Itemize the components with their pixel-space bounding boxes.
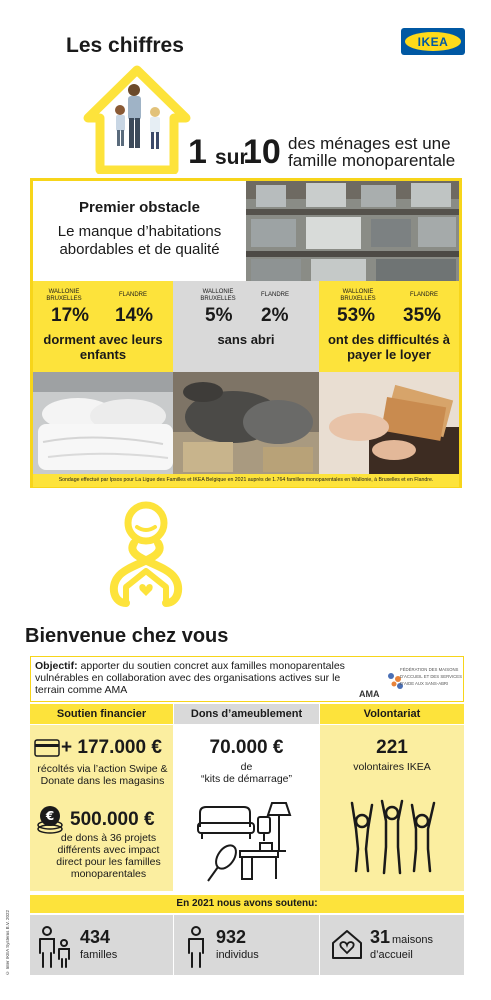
region-label: WALLONIE BRUXELLES: [200, 289, 236, 302]
stat-desc: dorment avec leurs enfants: [43, 332, 163, 362]
families-label: familles: [80, 949, 118, 961]
homeless-bedding-photo: [173, 372, 319, 474]
welcome-heading: Bienvenue chez vous: [25, 625, 229, 647]
house-heart-icon: [330, 927, 364, 961]
shelters-count: 31: [370, 927, 391, 947]
volunteers-cheering-icon: [344, 799, 440, 879]
shelters-suffix: maisons: [392, 934, 433, 946]
volunteer-column: [320, 725, 464, 891]
supported-families-cell: [30, 915, 173, 975]
volunteer-text: volontaires IKEA: [353, 761, 431, 773]
furniture-line-2: “kits de démarrage”: [200, 773, 293, 785]
stat-description: des ménages est une famille monoparentale: [288, 134, 456, 170]
region-label: FLANDRE: [118, 292, 147, 298]
supported-bar: En 2021 nous avons soutenu:: [30, 895, 464, 913]
page-title: Les chiffres: [66, 34, 184, 57]
shelters-label: d’accueil: [370, 949, 413, 961]
apartment-building-photo: [246, 181, 459, 281]
objective-text: [35, 660, 360, 696]
furniture-line-1: de: [240, 761, 253, 773]
ama-caption: FÉDÉRATION DES MAISONS D’ACCUEIL ET DES SERVICES D’AIDE AUX SANS-ABRI: [400, 667, 463, 686]
furniture-amount: 70.000 €: [209, 737, 284, 758]
financial-text-1: récoltés via l’action Swipe & Donate dans les magasins: [37, 763, 168, 787]
stat-ten: 10: [243, 133, 281, 171]
hug-house-icon: [104, 499, 188, 611]
region-label: WALLONIE BRUXELLES: [46, 289, 82, 302]
header-furniture-donations: Dons d’ameublement: [174, 704, 319, 724]
financial-text-2: de dons à 36 projets différents avec impact direct pour les familles monoparentales: [56, 832, 161, 880]
person-icon: [186, 925, 206, 969]
copyright-note: © Inter IKEA Systems B.V. 2022: [5, 910, 10, 976]
ikea-logo: [401, 28, 465, 55]
region-label: FLANDRE: [260, 292, 289, 298]
stat-value: 14%: [115, 305, 154, 326]
supported-individuals-cell: [174, 915, 319, 975]
obstacle-panel: [30, 178, 462, 488]
header-financial-support: Soutien financier: [30, 704, 173, 724]
region-label: WALLONIE BRUXELLES: [340, 289, 376, 302]
objective-label: Objectif:: [35, 660, 78, 672]
financial-amount-2: 500.000 €: [70, 809, 155, 830]
objective-box: [30, 656, 464, 702]
financial-column: [30, 725, 173, 891]
stat-desc: sans abri: [217, 332, 275, 347]
stat-column-homeless: [173, 281, 319, 372]
parent-child-icon: [36, 925, 72, 969]
stat-column-rent: [319, 281, 459, 372]
objective-body: apporter du soutien concret aux familles monoparentales vulnérables en collaboration avec des organisations actives sur le terrain comme AMA: [35, 660, 345, 696]
stat-value: 35%: [403, 305, 442, 326]
wallet-money-photo: [319, 372, 459, 474]
ikea-logo-text: IKEA: [417, 34, 449, 49]
region-label: FLANDRE: [409, 292, 438, 298]
credit-card-icon: [34, 739, 60, 757]
ama-logo: [355, 662, 463, 700]
ama-logo-text: AMA: [359, 689, 380, 699]
euro-coins-icon: [34, 805, 66, 835]
survey-note: Sondage effectué par Ipsos pour La Ligue des Familles et IKEA Belgique en 2021 auprès de 1.764 familles monoparentales en Wallonie, à Bruxelles et en Flandre.: [33, 474, 459, 487]
obstacle-subheading: Le manque d’habitations abordables et de qualité: [57, 223, 222, 258]
families-count: 434: [80, 927, 111, 947]
stat-value: 2%: [261, 305, 289, 326]
obstacle-heading: Premier obstacle: [79, 199, 200, 216]
stat-one: 1: [188, 133, 207, 171]
individuals-label: individus: [216, 949, 259, 961]
obstacle-heading-box: [33, 181, 246, 281]
furniture-kit-icon: [196, 799, 300, 885]
house-family-icon: [82, 62, 192, 174]
volunteer-count: 221: [376, 737, 408, 758]
svg-text:€: €: [45, 809, 55, 823]
stat-value: 17%: [51, 305, 90, 326]
individuals-count: 932: [216, 927, 247, 947]
financial-amount-1: + 177.000 €: [61, 737, 162, 758]
header-volunteering: Volontariat: [320, 704, 464, 724]
stat-value: 53%: [337, 305, 376, 326]
stat-desc: ont des difficultés à payer le loyer: [327, 332, 451, 362]
furniture-column: [174, 725, 319, 891]
supported-shelters-cell: [320, 915, 464, 975]
bed-photo: [33, 372, 173, 474]
stat-sur: sur: [215, 146, 248, 169]
stat-value: 5%: [205, 305, 233, 326]
stat-column-sleep: [33, 281, 173, 372]
